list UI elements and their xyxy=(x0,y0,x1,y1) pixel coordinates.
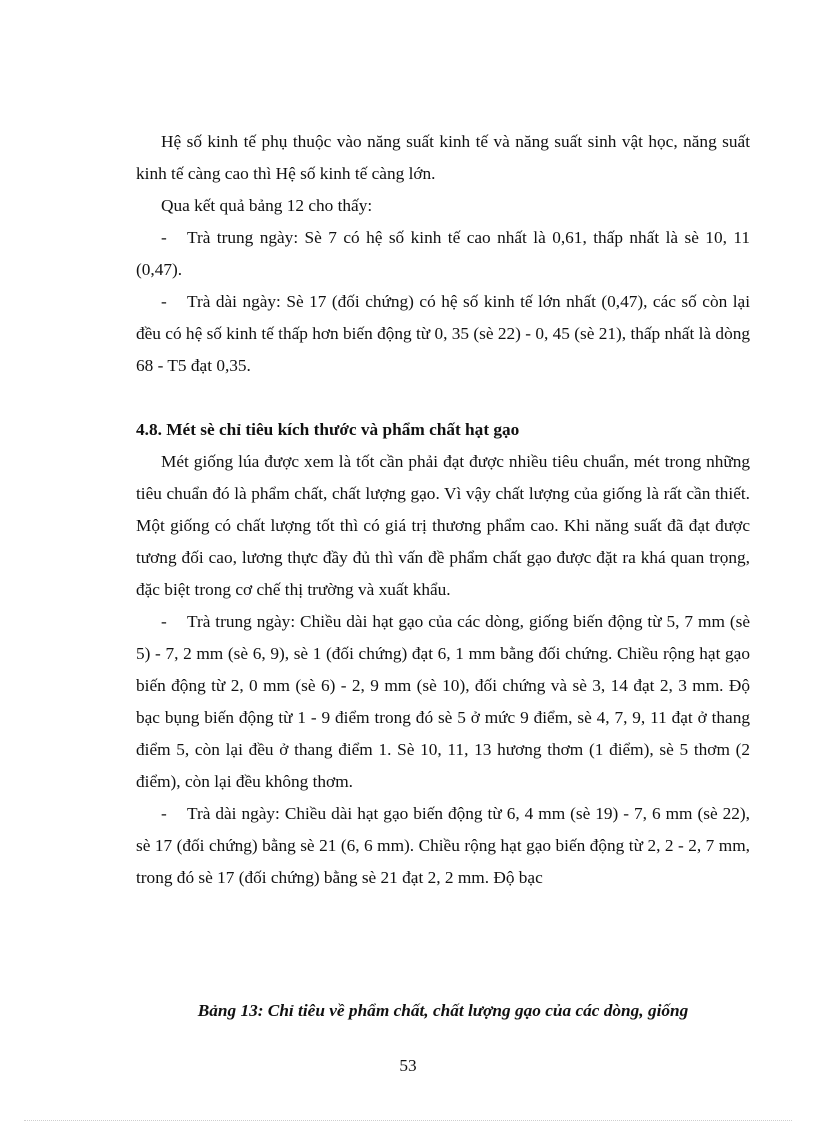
bullet-dash: - xyxy=(161,292,167,311)
bullet-dash: - xyxy=(161,228,167,247)
long-season-text: Trà dài ngày: Sè 17 (đối chứng) có hệ số kinh tế lớn nhất (0,47), các số còn lại đều có hệ số kinh tế thấp hơn biến động từ 0, 35 (sè 22) - 0, 45 (sè 21), thấp nhất là dòng 68 - T5 đạt 0,35. xyxy=(136,292,750,375)
long-season-grain-text: Trà dài ngày: Chiều dài hạt gạo biến động từ 6, 4 mm (sè 19) - 7, 6 mm (sè 22), sè 17 (đối chứng) bằng sè 21 (6, 6 mm). Chiều rộng hạt gạo biến động từ 2, 2 - 2, 7 mm, trong đó sè 17 (đối chứng) bằng sè 21 đạt 2, 2 mm. Độ bạc xyxy=(136,804,750,887)
long-season-grain-bullet xyxy=(136,798,750,894)
economic-coefficient-paragraph: Hệ số kinh tế phụ thuộc vào năng suất kinh tế và năng suất sinh vật học, năng suất kinh tế càng cao thì Hệ số kinh tế càng lớn. xyxy=(136,132,750,183)
bullet-dash: - xyxy=(161,612,167,631)
bullet-dash: - xyxy=(161,804,167,823)
table-12-lead-in: Qua kết quả bảng 12 cho thấy: xyxy=(161,196,373,215)
rice-quality-paragraph: Mét giống lúa được xem là tốt cần phải đạt được nhiều tiêu chuẩn, mét trong những tiêu chuẩn đó là phẩm chất, chất lượng gạo. Vì vậy chất lượng của giống là rất cần thiết. Một giống có chất lượng tốt thì có giá trị thương phẩm cao. Khi năng suất đã đạt được tương đối cao, lương thực đầy đủ thì vấn đề phẩm chất gạo được đặt ra khá quan trọng, đặc biệt trong cơ chế thị trường và xuất khẩu. xyxy=(136,452,750,599)
medium-season-grain-bullet xyxy=(136,606,750,798)
footer-divider xyxy=(24,1120,792,1121)
intro-text-block xyxy=(136,126,750,382)
section-4-8-block xyxy=(136,414,750,894)
medium-season-bullet xyxy=(136,222,750,286)
section-heading: 4.8. Mét sè chỉ tiêu kích thước và phẩm chất hạt gạo xyxy=(136,420,520,439)
table-13-caption: Bảng 13: Chỉ tiêu về phẩm chất, chất lượng gạo của các dòng, giống xyxy=(197,1001,689,1020)
long-season-bullet xyxy=(136,286,750,382)
medium-season-grain-text: Trà trung ngày: Chiều dài hạt gạo của các dòng, giống biến động từ 5, 7 mm (sè 5) - 7, 2 mm (sè 6, 9), sè 1 (đối chứng) đạt 6, 1 mm bằng đối chứng. Chiều rộng hạt gạo biến động từ 2, 0 mm (sè 6) - 2, 9 mm (sè 10), đối chứng và sè 3, 14 đạt 2, 3 mm. Độ bạc bụng biến động từ 1 - 9 điểm trong đó sè 5 ở mức 9 điểm, sè 4, 7, 9, 11 đạt ở thang điểm 5, còn lại đều ở thang điểm 1. Sè 10, 11, 13 hương thơm (1 điểm), sè 5 thơm (2 điểm), còn lại đều không thơm. xyxy=(136,612,750,791)
medium-season-text: Trà trung ngày: Sè 7 có hệ số kinh tế cao nhất là 0,61, thấp nhất là sè 10, 11 (0,47). xyxy=(136,228,750,279)
page-number: 53 xyxy=(399,1056,417,1075)
